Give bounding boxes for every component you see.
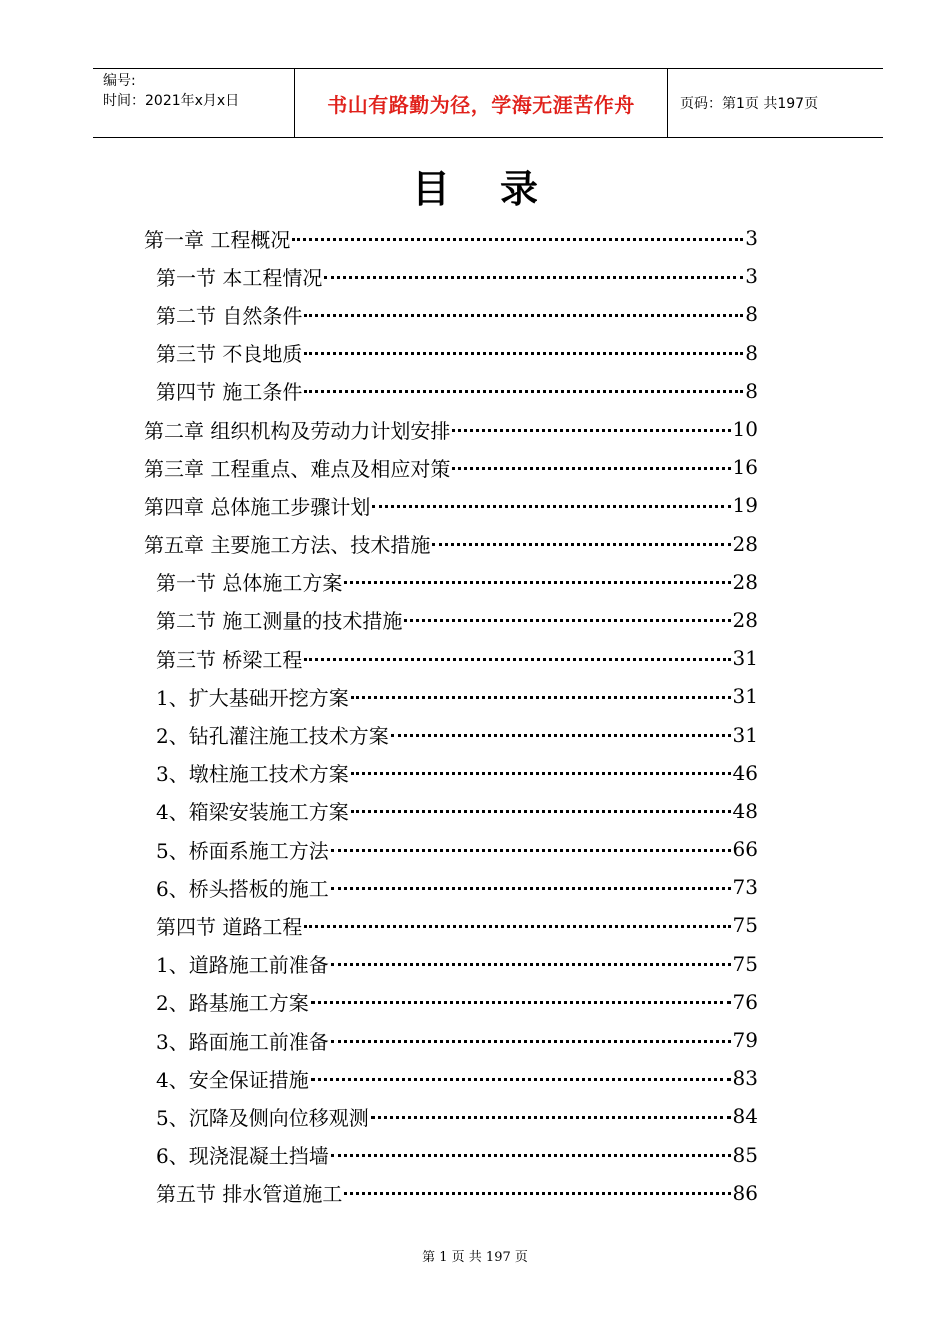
toc-dot-leader: [304, 314, 743, 317]
toc-entry-page: 66: [732, 837, 758, 862]
toc-entry-page: 10: [732, 417, 758, 442]
toc-entry-page: 31: [732, 722, 758, 747]
toc-entry[interactable]: [144, 906, 758, 944]
toc-dot-leader: [452, 467, 730, 470]
toc-entry-title: 第四节 道路工程: [156, 914, 303, 939]
toc-entry[interactable]: [144, 219, 758, 257]
toc-dot-leader: [304, 390, 743, 393]
toc-dot-leader: [404, 619, 730, 622]
header-meta: [93, 69, 295, 137]
toc-entry[interactable]: [144, 334, 758, 372]
toc-entry[interactable]: [144, 448, 758, 486]
toc-entry-page: 75: [732, 913, 758, 938]
toc-dot-leader: [331, 849, 731, 852]
page-title: 目录: [411, 166, 588, 211]
toc-dot-leader: [331, 963, 731, 966]
doc-code-label: 编号:: [103, 73, 136, 89]
toc-entry-title: 第三章 工程重点、难点及相应对策: [144, 456, 451, 481]
toc-entry[interactable]: [144, 677, 758, 715]
toc-entry[interactable]: [144, 868, 758, 906]
toc-entry-title: 1、扩大基础开挖方案: [156, 685, 349, 710]
toc-entry[interactable]: [144, 601, 758, 639]
header-page-info: 页码：第1页 共197页: [680, 96, 819, 112]
toc-entry-title: 1、道路施工前准备: [156, 953, 329, 978]
toc-entry[interactable]: [144, 525, 758, 563]
toc-entry-page: 19: [732, 493, 758, 518]
toc-entry[interactable]: [144, 563, 758, 601]
table-of-contents: [144, 219, 758, 1212]
toc-entry[interactable]: [144, 792, 758, 830]
toc-entry-title: 第二章 组织机构及劳动力计划安排: [144, 418, 451, 443]
toc-entry[interactable]: [144, 754, 758, 792]
toc-entry-title: 6、现浇混凝土挡墙: [156, 1144, 329, 1169]
toc-entry-page: 48: [732, 798, 758, 823]
header-motto: 书山有路勤为径，学海无涯苦作舟: [295, 69, 668, 137]
toc-dot-leader: [292, 238, 743, 241]
toc-entry-title: 第三节 不良地质: [156, 342, 303, 367]
toc-entry[interactable]: [144, 486, 758, 524]
toc-dot-leader: [331, 887, 731, 890]
toc-dot-leader: [344, 581, 730, 584]
toc-entry-page: 76: [732, 989, 758, 1014]
toc-dot-leader: [304, 658, 730, 661]
toc-entry[interactable]: [144, 1097, 758, 1135]
toc-entry-page: 84: [732, 1104, 758, 1129]
toc-dot-leader: [391, 734, 731, 737]
toc-dot-leader: [351, 810, 731, 813]
toc-entry-page: 31: [732, 684, 758, 709]
toc-entry-title: 5、桥面系施工方法: [156, 838, 329, 863]
toc-entry-page: 8: [745, 378, 758, 403]
toc-dot-leader: [452, 429, 730, 432]
toc-entry[interactable]: [144, 410, 758, 448]
toc-entry[interactable]: [144, 715, 758, 753]
toc-entry-title: 第三节 桥梁工程: [156, 647, 303, 672]
toc-entry-page: 31: [732, 646, 758, 671]
toc-entry-title: 2、钻孔灌注施工技术方案: [156, 724, 389, 749]
toc-dot-leader: [372, 505, 730, 508]
toc-entry-title: 第二节 自然条件: [156, 303, 303, 328]
toc-entry-page: 3: [745, 226, 758, 251]
toc-dot-leader: [304, 925, 730, 928]
toc-entry[interactable]: [144, 1174, 758, 1212]
toc-entry-title: 第四节 施工条件: [156, 380, 303, 405]
toc-entry[interactable]: [144, 1021, 758, 1059]
toc-entry[interactable]: [144, 1136, 758, 1174]
toc-entry-page: 28: [732, 607, 758, 632]
toc-dot-leader: [432, 543, 730, 546]
toc-entry-title: 第一节 本工程情况: [156, 265, 323, 290]
toc-entry-page: 28: [732, 531, 758, 556]
toc-entry-title: 4、箱梁安装施工方案: [156, 800, 349, 825]
toc-dot-leader: [351, 696, 731, 699]
toc-entry-page: 75: [732, 951, 758, 976]
toc-entry[interactable]: [144, 945, 758, 983]
toc-entry-title: 第四章 总体施工步骤计划: [144, 494, 371, 519]
toc-entry-title: 3、墩柱施工技术方案: [156, 762, 349, 787]
toc-dot-leader: [351, 772, 731, 775]
toc-entry[interactable]: [144, 830, 758, 868]
toc-dot-leader: [331, 1040, 731, 1043]
toc-entry-title: 5、沉降及侧向位移观测: [156, 1105, 369, 1130]
toc-dot-leader: [371, 1116, 731, 1119]
toc-entry-page: 83: [732, 1066, 758, 1091]
toc-entry-title: 第五节 排水管道施工: [156, 1182, 343, 1207]
toc-entry-title: 第一节 总体施工方案: [156, 571, 343, 596]
toc-dot-leader: [344, 1192, 730, 1195]
toc-entry-title: 6、桥头搭板的施工: [156, 876, 329, 901]
toc-entry-title: 2、路基施工方案: [156, 991, 309, 1016]
toc-entry-page: 3: [745, 264, 758, 289]
toc-entry-page: 16: [732, 455, 758, 480]
toc-entry-page: 8: [745, 302, 758, 327]
doc-time-label: 时间：2021年x月x日: [103, 93, 240, 109]
toc-entry-page: 73: [732, 875, 758, 900]
toc-entry[interactable]: [144, 257, 758, 295]
page-header: [93, 68, 883, 138]
toc-entry[interactable]: [144, 1059, 758, 1097]
toc-entry[interactable]: [144, 372, 758, 410]
toc-entry-title: 第二节 施工测量的技术措施: [156, 609, 403, 634]
toc-entry-page: 85: [732, 1142, 758, 1167]
toc-entry-page: 46: [732, 760, 758, 785]
toc-entry-title: 第一章 工程概况: [144, 227, 291, 252]
toc-entry-title: 第五章 主要施工方法、技术措施: [144, 533, 431, 558]
toc-entry-page: 8: [745, 340, 758, 365]
toc-entry-page: 28: [732, 569, 758, 594]
toc-dot-leader: [311, 1001, 731, 1004]
toc-entry[interactable]: [144, 295, 758, 333]
toc-dot-leader: [304, 352, 743, 355]
toc-entry[interactable]: [144, 639, 758, 677]
toc-entry-title: 4、安全保证措施: [156, 1067, 309, 1092]
toc-entry[interactable]: [144, 983, 758, 1021]
toc-entry-title: 3、路面施工前准备: [156, 1029, 329, 1054]
toc-entry-page: 86: [732, 1180, 758, 1205]
toc-dot-leader: [324, 276, 743, 279]
toc-entry-page: 79: [732, 1028, 758, 1053]
page-footer: 第 1 页 共 197 页: [422, 1250, 528, 1265]
toc-dot-leader: [331, 1154, 731, 1157]
toc-dot-leader: [311, 1078, 731, 1081]
